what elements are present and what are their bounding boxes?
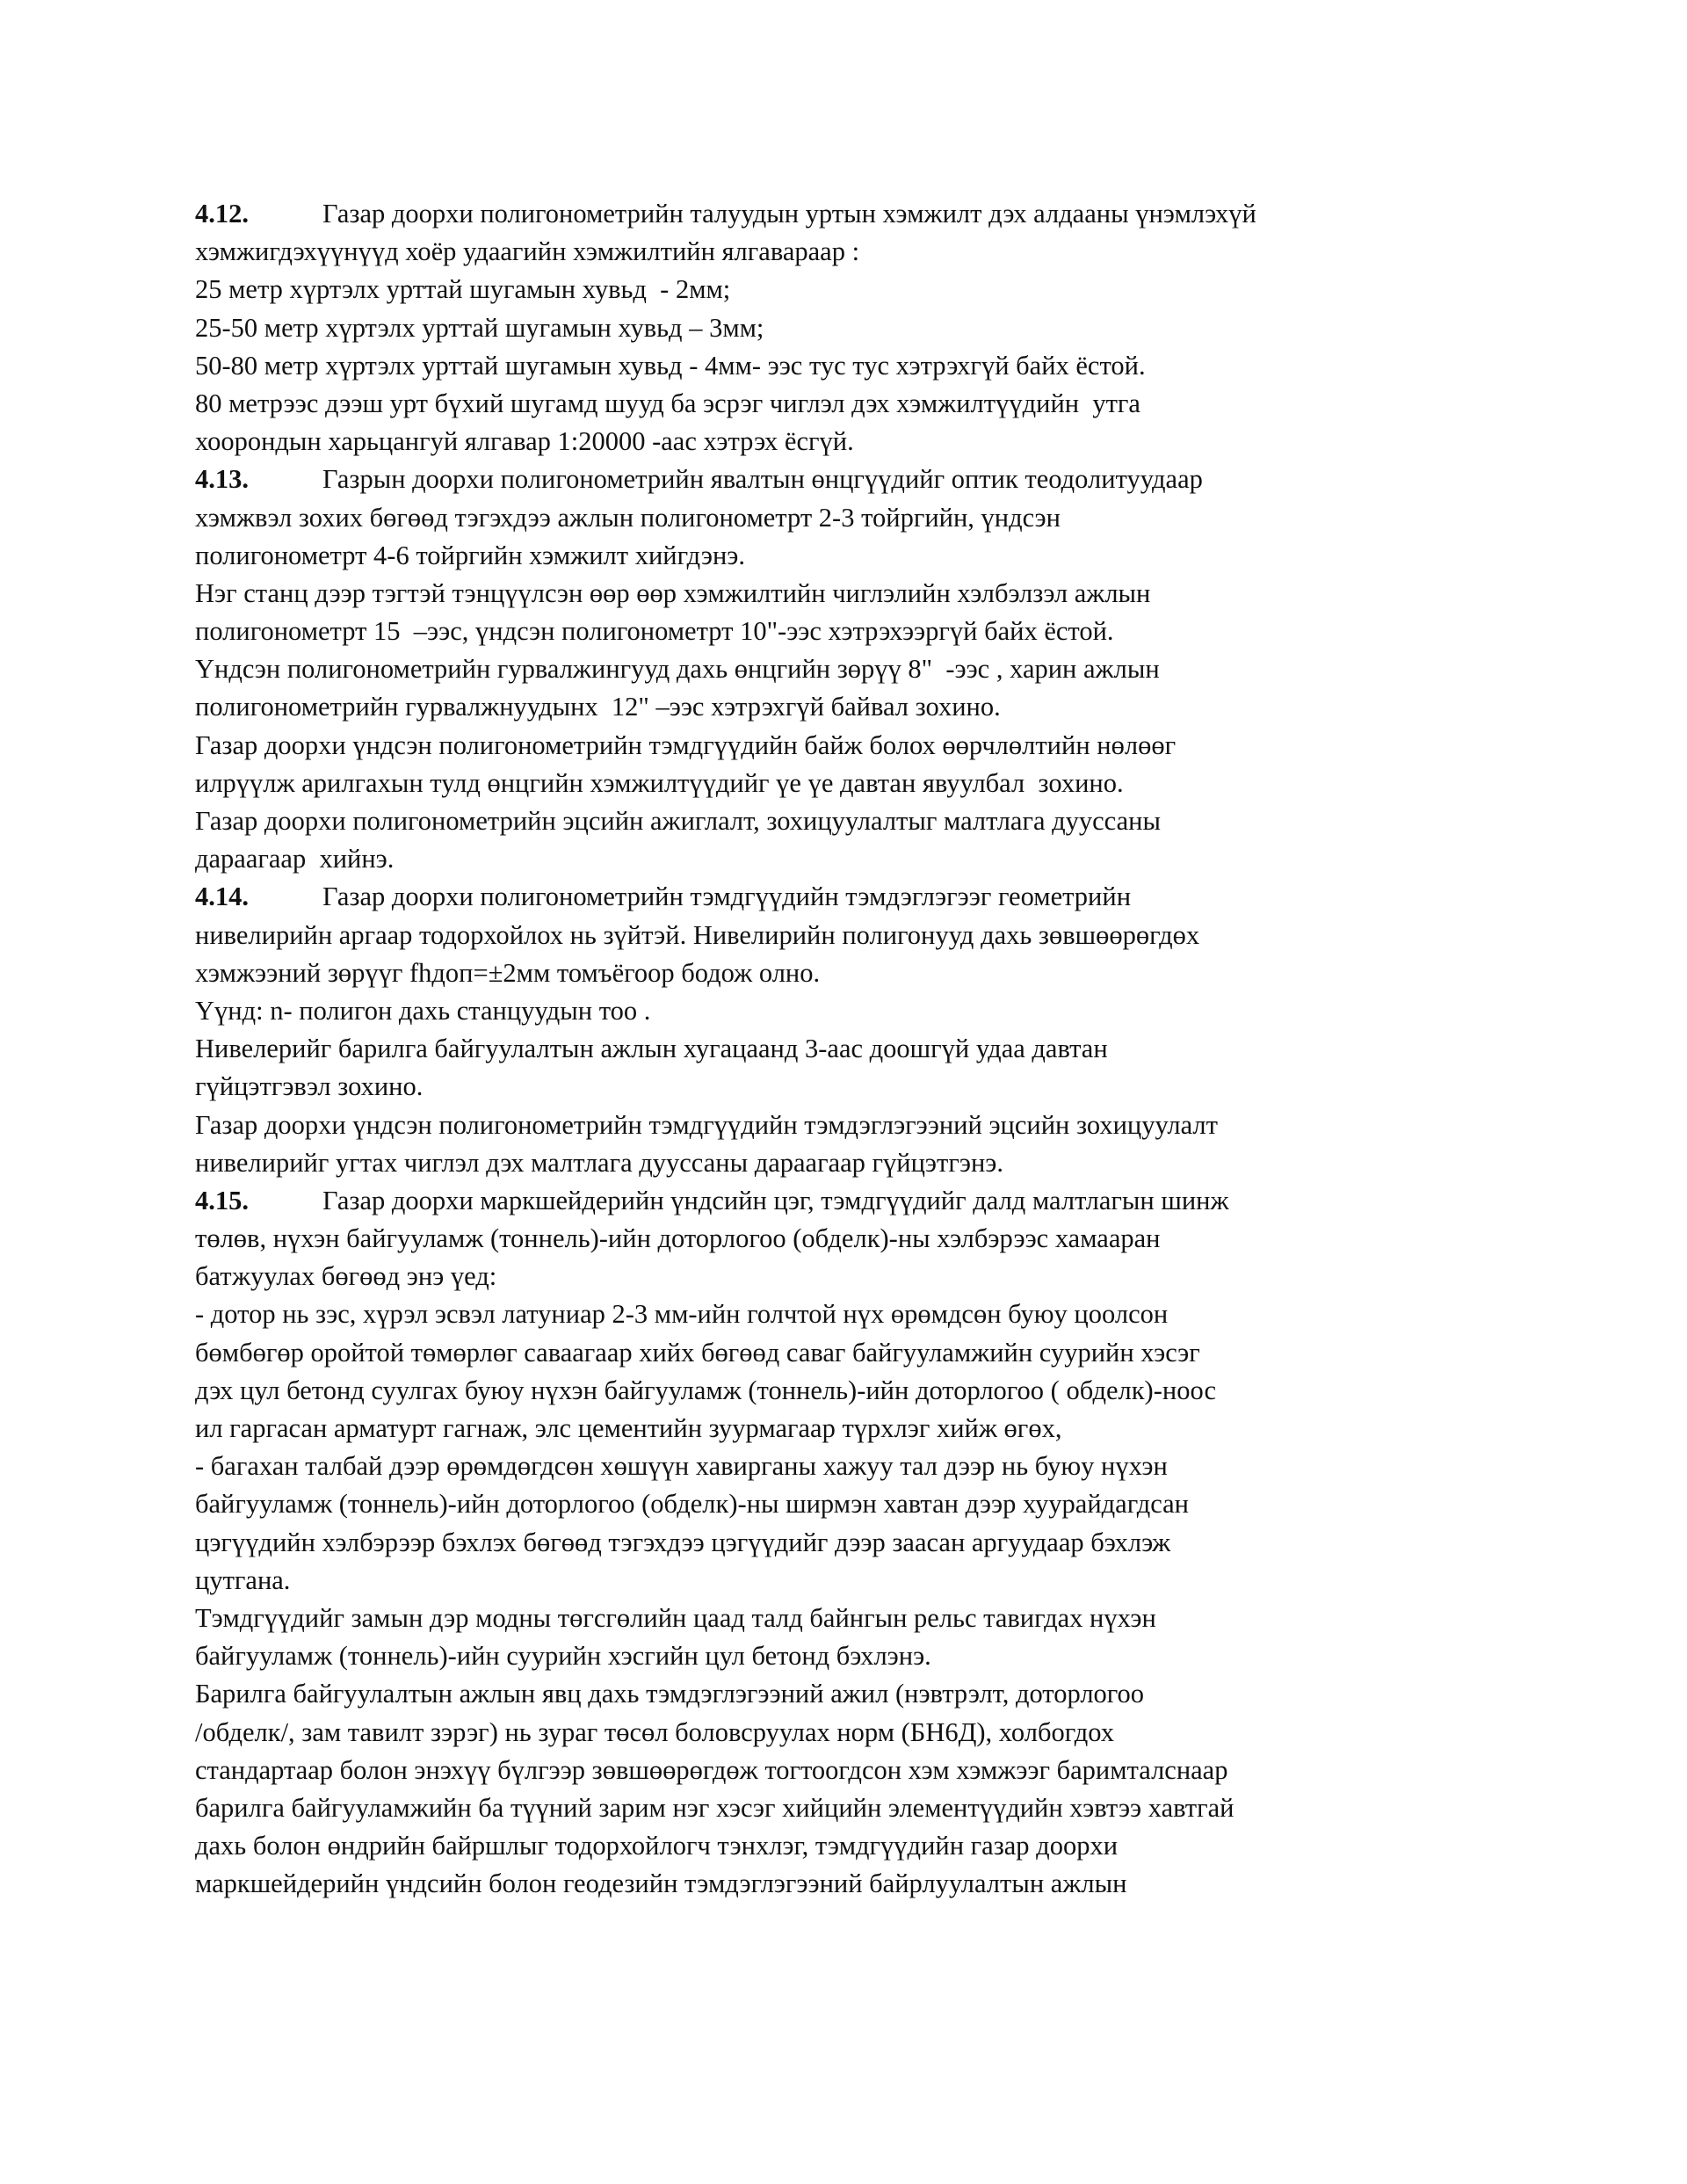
text-line: полигонометрийн гурвалжнуудынх 12" –ээс хэтрэхгүй байвал зохино. <box>195 692 1001 722</box>
section-text: Газар доорхи полигонометрийн талуудын уртын хэмжилт дэх алдааны үнэмлэхүй <box>322 199 1256 229</box>
text-line: Тэмдгүүдийг замын дэр модны төгсгөлийн цаад талд байнгын рельс тавигдах нүхэн <box>195 1602 1156 1633</box>
text-line: - дотор нь зэс, хүрэл эсвэл латуниар 2-3 мм-ийн голчтой нүх өрөмдсөн буюу цоолсон <box>195 1299 1169 1330</box>
text-line: төлөв, нүхэн байгууламж (тоннель)-ийн доторлогоо (обделк)-ны хэлбэрээс хамааран <box>195 1223 1161 1254</box>
section-heading-line <box>195 1182 1513 1220</box>
text-line: Үүнд: n- полигон дахь станцуудын тоо . <box>195 995 651 1026</box>
text-line: 50-80 метр хүртэлх урттай шугамын хувьд - 4мм- ээс тус тус хэтрэхгүй байх ёстой. <box>195 350 1146 381</box>
text-line: - багахан талбай дээр өрөмдөгдсөн хөшүүн хавирганы хажуу тал дээр нь буюу нүхэн <box>195 1451 1168 1482</box>
text-line: Газар доорхи үндсэн полигонометрийн тэмдгүүдийн тэмдэглэгээний эцсийн зохицуулалт <box>195 1109 1218 1140</box>
text-line: байгууламж (тоннель)-ийн доторлогоо (обделк)-ны ширмэн хавтан дээр хуурайдагдсан <box>195 1489 1189 1520</box>
text-line: нивелирийг угтах чиглэл дэх малтлага дууссаны дараагаар гүйцэтгэнэ. <box>195 1147 1003 1178</box>
document-page <box>195 195 1513 1903</box>
text-line: нивелирийн аргаар тодорхойлох нь зүйтэй. Нивелирийн полигонууд дахь зөвшөөрөгдөх <box>195 919 1200 950</box>
section-number: 4.14. <box>195 882 249 912</box>
text-line: Нэг станц дээр тэгтэй тэнцүүлсэн өөр өөр хэмжилтийн чиглэлийн хэлбэлзэл ажлын <box>195 577 1151 608</box>
section-text: Газрын доорхи полигонометрийн явалтын өнцгүүдийг оптик теодолитуудаар <box>322 464 1203 495</box>
text-line: илрүүлж арилгахын тулд өнцгийн хэмжилтүүдийг үе үе давтан явуулбал зохино. <box>195 767 1124 798</box>
text-line: байгууламж (тоннель)-ийн суурийн хэсгийн цул бетонд бэхлэнэ. <box>195 1641 931 1672</box>
text-line: дэх цул бетонд суулгах буюу нүхэн байгууламж (тоннель)-ийн доторлогоо ( обделк)-ноос <box>195 1375 1216 1405</box>
section-text: Газар доорхи полигонометрийн тэмдгүүдийн тэмдэглэгээг геометрийн <box>322 882 1132 912</box>
section-number: 4.12. <box>195 199 249 229</box>
text-line: цэгүүдийн хэлбэрээр бэхлэх бөгөөд тэгэхдээ цэгүүдийг дээр заасан аргуудаар бэхлэж <box>195 1527 1171 1557</box>
text-line: бөмбөгөр оройтой төмөрлөг саваагаар хийх бөгөөд саваг байгууламжийн суурийн хэсэг <box>195 1337 1200 1368</box>
text-line: стандартаар болон энэхүү бүлгээр зөвшөөрөгдөж тогтоогдсон хэм хэмжээг баримталснаар <box>195 1754 1228 1785</box>
text-line: хоорондын харьцангуй ялгавар 1:20000 -аас хэтрэх ёсгүй. <box>195 426 854 457</box>
section-heading-line <box>195 195 1513 233</box>
text-line: /обделк/, зам тавилт зэрэг) нь зураг төсөл боловсруулах норм (БН6Д), холбогдох <box>195 1716 1114 1747</box>
text-line: батжуулах бөгөөд энэ үед: <box>195 1261 497 1292</box>
text-line: гүйцэтгэвэл зохино. <box>195 1071 424 1102</box>
text-line: Газар доорхи үндсэн полигонометрийн тэмдгүүдийн байж болох өөрчлөлтийн нөлөөг <box>195 729 1177 760</box>
text-line: полигонометрт 15 –ээс, үндсэн полигонометрт 10"-ээс хэтрэхээргүй байх ёстой. <box>195 616 1114 647</box>
section-number: 4.13. <box>195 464 249 495</box>
text-line: 80 метрээс дээш урт бүхий шугамд шууд ба эсрэг чиглэл дэх хэмжилтүүдийн утга <box>195 388 1140 418</box>
text-line: дараагаар хийнэ. <box>195 844 395 874</box>
text-line: 25-50 метр хүртэлх урттай шугамын хувьд – 3мм; <box>195 312 764 343</box>
section-heading-line <box>195 461 1513 498</box>
text-line: полигонометрт 4-6 тойргийн хэмжилт хийгдэнэ. <box>195 540 746 570</box>
text-line: Газар доорхи полигонометрийн эцсийн ажиглалт, зохицуулалтыг малтлага дууссаны <box>195 806 1161 836</box>
text-line: 25 метр хүртэлх урттай шугамын хувьд - 2мм; <box>195 274 731 305</box>
text-line: Нивелерийг барилга байгуулалтын ажлын хугацаанд 3-аас доошгүй удаа давтан <box>195 1034 1108 1064</box>
text-line: хэмжигдэхүүнүүд хоёр удаагийн хэмжилтийн ялгавараар : <box>195 236 860 267</box>
text-line: Барилга байгуулалтын ажлын явц дахь тэмдэглэгээний ажил (нэвтрэлт, доторлогоо <box>195 1679 1145 1709</box>
section-number: 4.15. <box>195 1185 249 1215</box>
text-line: цутгана. <box>195 1564 291 1595</box>
section-text: Газар доорхи маркшейдерийн үндсийн цэг, тэмдгүүдийг далд малтлагын шинж <box>322 1185 1229 1215</box>
text-line: барилга байгууламжийн ба түүний зарим нэг хэсэг хийцийн элементүүдийн хэвтээ хавтгай <box>195 1792 1234 1823</box>
text-line: Үндсэн полигонометрийн гурвалжингууд дахь өнцгийн зөрүү 8" -ээс , харин ажлын <box>195 654 1160 685</box>
section-heading-line <box>195 878 1513 916</box>
text-line: ил гаргасан арматурт гагнаж, элс цементийн зуурмагаар түрхлэг хийж өгөх, <box>195 1413 1062 1443</box>
text-line: дахь болон өндрийн байршлыг тодорхойлогч тэнхлэг, тэмдгүүдийн газар доорхи <box>195 1831 1119 1861</box>
text-line: хэмжвэл зохих бөгөөд тэгэхдээ ажлын полигонометрт 2-3 тойргийн, үндсэн <box>195 502 1061 533</box>
text-line: маркшейдерийн үндсийн болон геодезийн тэмдэглэгээний байрлуулалтын ажлын <box>195 1868 1127 1899</box>
text-line: хэмжээний зөрүүг fhдоп=±2мм томъёгоор бодож олно. <box>195 957 821 988</box>
